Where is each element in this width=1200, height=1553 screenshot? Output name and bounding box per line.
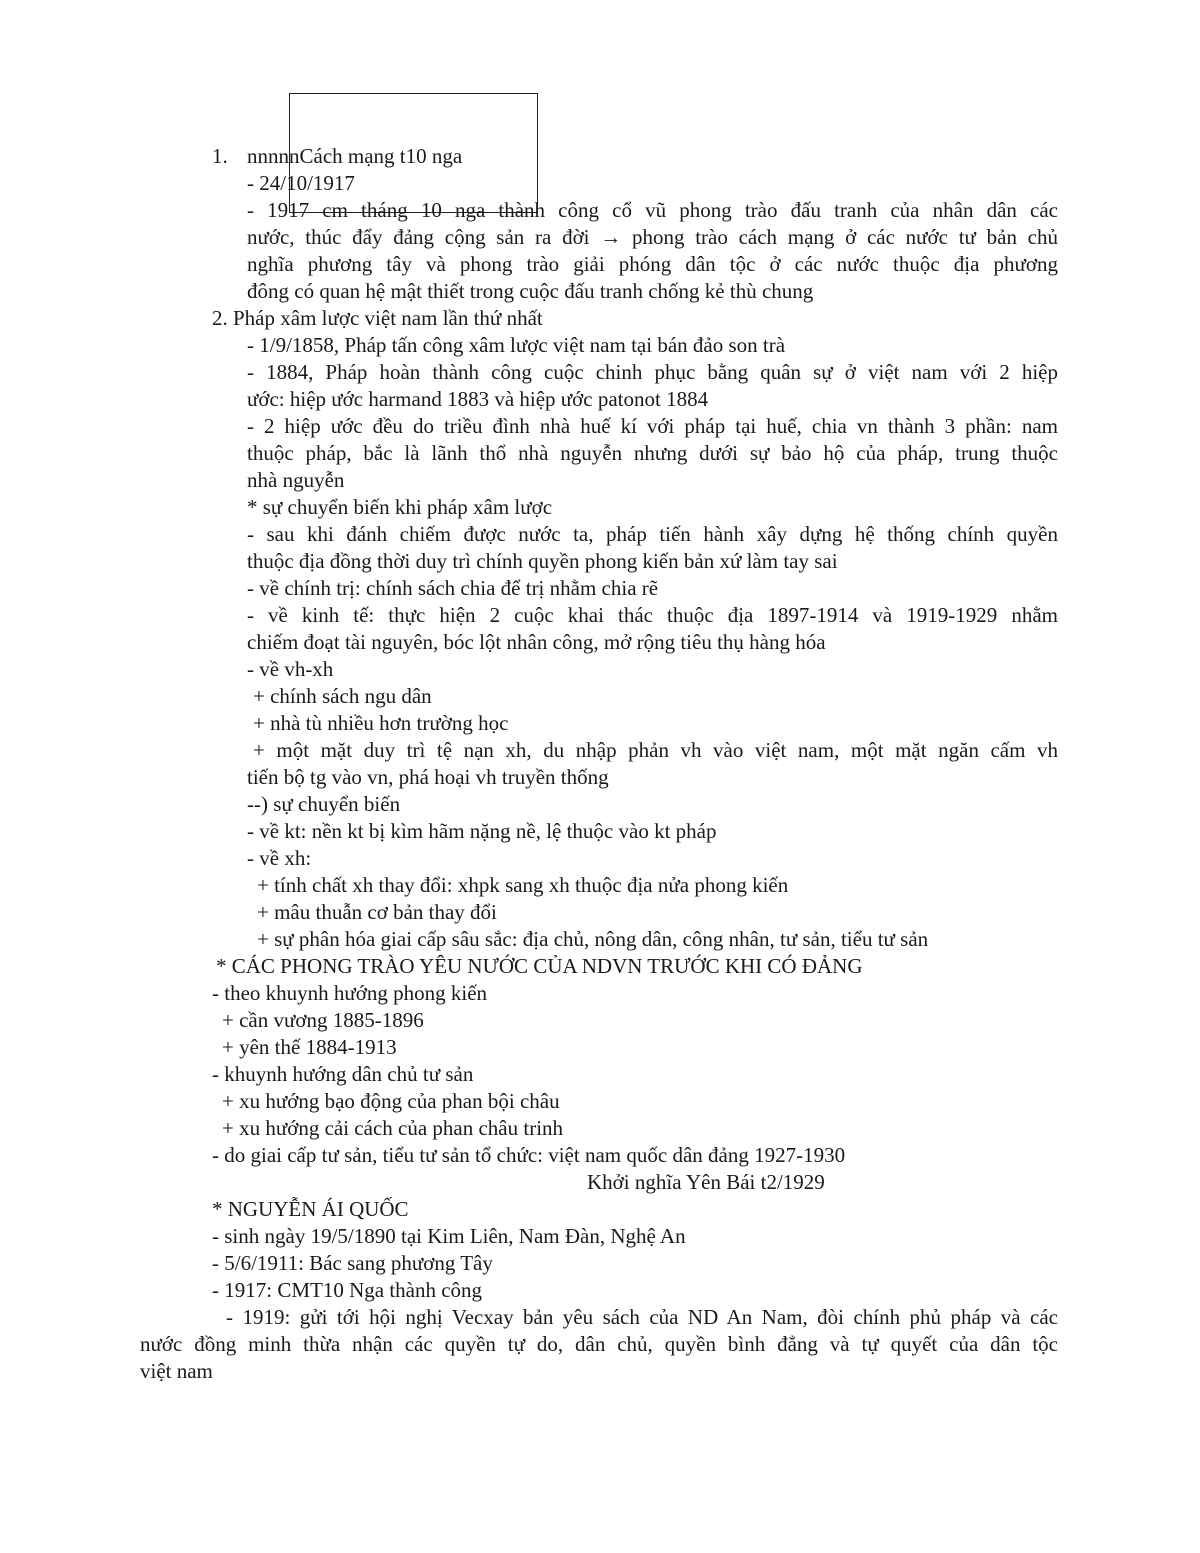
heading-nguyen-ai-quoc: * NGUYỄN ÁI QUỐC [212, 1197, 409, 1221]
text-line: chiếm đoạt tài nguyên, bóc lột nhân công, mở rộng tiêu thụ hàng hóa [247, 630, 826, 654]
text-line: + một mặt duy trì tệ nạn xh, du nhập phản vh vào việt nam, một mặt ngăn cấm vh [253, 738, 1058, 762]
text-line: + xu hướng cải cách của phan châu trinh [222, 1116, 564, 1140]
text-line: nước đồng minh thừa nhận các quyền tự do, dân chủ, quyền bình đẳng và tự quyết của dân tộc [140, 1332, 1058, 1356]
text-line: - 2 hiệp ước đều do triều đình nhà huế kí với pháp tại huế, chia vn thành 3 phần: nam [247, 414, 1058, 438]
text-line: - 1917: CMT10 Nga thành công [212, 1278, 483, 1302]
text-line: nước, thúc đẩy đảng cộng sản ra đời → phong trào cách mạng ở các nước tư bản chủ [247, 225, 1058, 249]
list-number-1: 1. [212, 144, 228, 168]
text-line: thuộc pháp, bắc là lãnh thổ nhà nguyễn nhưng dưới sự bảo hộ của pháp, trung thuộc [247, 441, 1058, 465]
text-line: nghĩa phương tây và phong trào giải phóng dân tộc ở các nước thuộc địa phương [247, 252, 1058, 276]
text-line: - theo khuynh hướng phong kiến [212, 981, 488, 1005]
text-line: - 1919: gửi tới hội nghị Vecxay bản yêu sách của ND An Nam, đòi chính phủ pháp và các [226, 1305, 1058, 1329]
text-line: - khuynh hướng dân chủ tư sản [212, 1062, 474, 1086]
text-line: - 1/9/1858, Pháp tấn công xâm lược việt nam tại bán đảo son trà [247, 333, 786, 357]
text-line: tiến bộ tg vào vn, phá hoại vh truyền thống [247, 765, 609, 789]
heading-russian-revolution: nnnnnCách mạng t10 nga [247, 144, 463, 168]
heading-patriotic-movements: * CÁC PHONG TRÀO YÊU NƯỚC CỦA NDVN TRƯỚC KHI CÓ ĐẢNG [216, 954, 863, 978]
text-line: việt nam [140, 1359, 213, 1383]
text-line: - sau khi đánh chiếm được nước ta, pháp tiến hành xây dựng hệ thống chính quyền [247, 522, 1058, 546]
text-line: + nhà tù nhiều hơn trường học [253, 711, 509, 735]
text-line: Khởi nghĩa Yên Bái t2/1929 [587, 1170, 825, 1194]
text-line: - 1917 cm tháng 10 nga thành công cổ vũ phong trào đấu tranh của nhân dân các [247, 198, 1058, 222]
text-line: - sinh ngày 19/5/1890 tại Kim Liên, Nam Đàn, Nghệ An [212, 1224, 686, 1248]
text-line: + tính chất xh thay đổi: xhpk sang xh thuộc địa nửa phong kiến [257, 873, 789, 897]
text-line: thuộc địa đồng thời duy trì chính quyền phong kiến bản xứ làm tay sai [247, 549, 838, 573]
heading-french-invasion: 2. Pháp xâm lược việt nam lần thứ nhất [212, 306, 543, 330]
subheading: --) sự chuyển biến [247, 792, 401, 816]
text-line: - về xh: [247, 846, 312, 870]
text-line: - 1884, Pháp hoàn thành công cuộc chinh phục bằng quân sự ở việt nam với 2 hiệp [247, 360, 1058, 384]
text-line: ước: hiệp ước harmand 1883 và hiệp ước patonot 1884 [247, 387, 709, 411]
text-line: - do giai cấp tư sản, tiểu tư sản tổ chức: việt nam quốc dân đảng 1927-1930 [212, 1143, 846, 1167]
subheading: * sự chuyển biến khi pháp xâm lược [247, 495, 553, 519]
text-line: - 5/6/1911: Bác sang phương Tây [212, 1251, 493, 1275]
text-line: - về chính trị: chính sách chia để trị nhằm chia rẽ [247, 576, 659, 600]
text-line: + xu hướng bạo động của phan bội châu [222, 1089, 560, 1113]
text-line: - về kt: nền kt bị kìm hãm nặng nề, lệ thuộc vào kt pháp [247, 819, 717, 843]
text-line: - về kinh tế: thực hiện 2 cuộc khai thác thuộc địa 1897-1914 và 1919-1929 nhằm [247, 603, 1058, 627]
text-line: - 24/10/1917 [247, 171, 355, 195]
text-line: + cần vương 1885-1896 [222, 1008, 424, 1032]
text-line: + chính sách ngu dân [253, 684, 432, 708]
text-line: - về vh-xh [247, 657, 334, 681]
text-line: nhà nguyễn [247, 468, 345, 492]
text-line: + sự phân hóa giai cấp sâu sắc: địa chủ, nông dân, công nhân, tư sản, tiểu tư sản [257, 927, 929, 951]
text-line: + mâu thuẫn cơ bản thay đổi [257, 900, 497, 924]
text-line: + yên thế 1884-1913 [222, 1035, 397, 1059]
text-line: đông có quan hệ mật thiết trong cuộc đấu tranh chống kẻ thù chung [247, 279, 814, 303]
